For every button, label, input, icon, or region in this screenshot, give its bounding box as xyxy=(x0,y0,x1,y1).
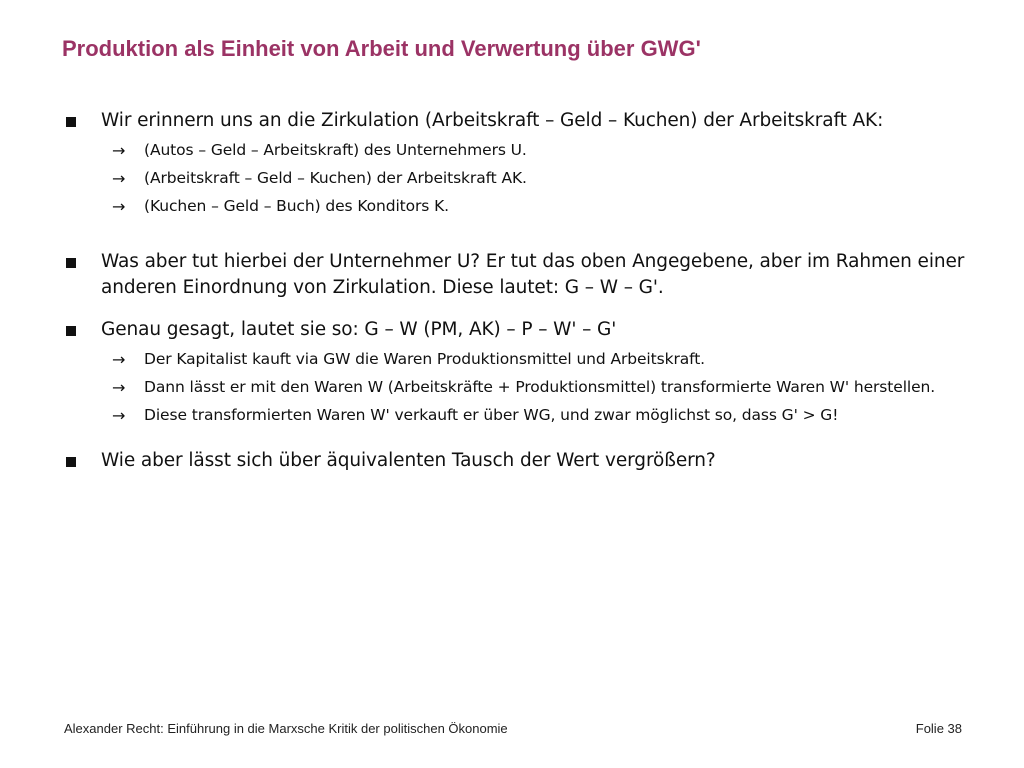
bullet-item xyxy=(66,448,966,474)
slide-title: Produktion als Einheit von Arbeit und Verwertung über GWG' xyxy=(62,36,701,61)
square-bullet-icon xyxy=(66,117,76,127)
bullet-item xyxy=(66,317,966,343)
arrow-right-icon: → xyxy=(112,197,126,216)
sub-bullet-text: (Kuchen – Geld – Buch) des Konditors K. xyxy=(144,197,449,215)
arrow-right-icon: → xyxy=(112,406,126,425)
sub-bullet-item xyxy=(66,348,966,371)
arrow-right-icon: → xyxy=(112,350,126,369)
square-bullet-icon xyxy=(66,326,76,336)
arrow-right-icon: → xyxy=(112,141,126,160)
sub-bullet-item xyxy=(66,376,966,399)
bullet-text: Was aber tut hierbei der Unternehmer U? Er tut das oben Angegebene, aber im Rahmen einer anderen Einordnung von Zirkulation. Diese lautet: G – W – G'. xyxy=(101,251,965,298)
sub-bullet-item xyxy=(66,195,966,218)
bullet-text: Genau gesagt, lautet sie so: G – W (PM, AK) – P – W' – G' xyxy=(101,319,617,340)
bullet-text: Wir erinnern uns an die Zirkulation (Arbeitskraft – Geld – Kuchen) der Arbeitskraft AK: xyxy=(101,110,884,131)
sub-bullet-item xyxy=(66,404,966,427)
slide-number: Folie 38 xyxy=(915,721,962,736)
slide-content xyxy=(66,108,966,474)
sub-bullet-text: (Autos – Geld – Arbeitskraft) des Unternehmers U. xyxy=(144,141,527,159)
arrow-right-icon: → xyxy=(112,169,126,188)
sub-bullet-text: Der Kapitalist kauft via GW die Waren Produktionsmittel und Arbeitskraft. xyxy=(144,350,706,368)
sub-bullet-text: (Arbeitskraft – Geld – Kuchen) der Arbeitskraft AK. xyxy=(144,169,527,187)
bullet-item xyxy=(66,249,966,301)
sub-bullet-item xyxy=(66,139,966,162)
sub-bullet-item xyxy=(66,167,966,190)
square-bullet-icon xyxy=(66,457,76,467)
bullet-item xyxy=(66,108,966,134)
square-bullet-icon xyxy=(66,258,76,268)
sub-bullet-text: Dann lässt er mit den Waren W (Arbeitskräfte + Produktionsmittel) transformierte Waren W' herstellen. xyxy=(144,378,936,396)
footer-author: Alexander Recht: Einführung in die Marxsche Kritik der politischen Ökonomie xyxy=(64,721,508,736)
bullet-text: Wie aber lässt sich über äquivalenten Tausch der Wert vergrößern? xyxy=(101,450,716,471)
sub-bullet-text: Diese transformierten Waren W' verkauft er über WG, und zwar möglichst so, dass G' > G! xyxy=(144,406,839,424)
arrow-right-icon: → xyxy=(112,378,126,397)
